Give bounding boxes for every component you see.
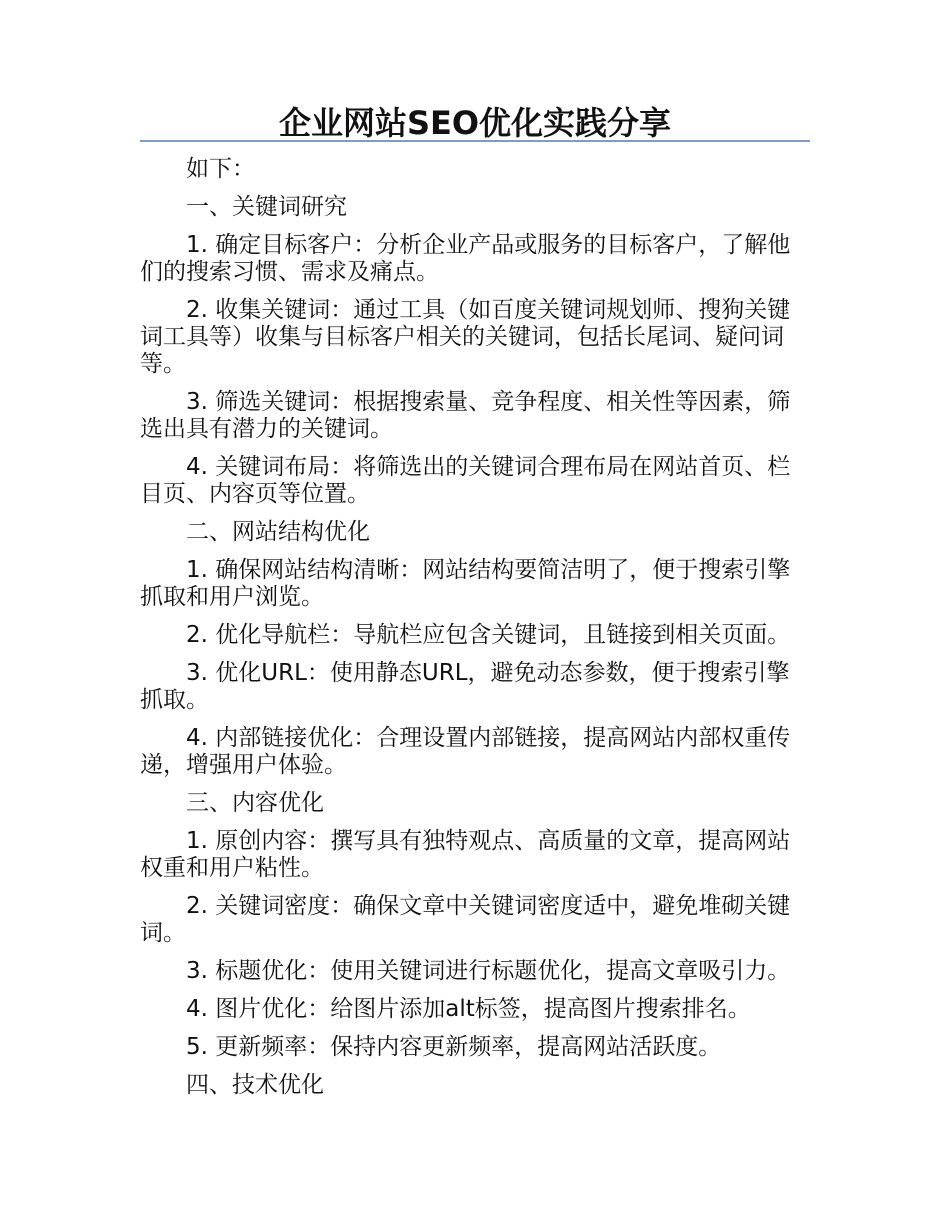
- paragraph-keyword-4: 4. 关键词布局：将筛选出的关键词合理布局在网站首页、栏目页、内容页等位置。: [140, 454, 791, 507]
- section-heading-keyword-research: 一、关键词研究: [186, 194, 347, 220]
- section-heading-content: 三、内容优化: [186, 790, 324, 816]
- document-body: [140, 156, 810, 1110]
- paragraph-structure-1: 1. 确保网站结构清晰：网站结构要简洁明了，便于搜索引擎抓取和用户浏览。: [140, 557, 791, 610]
- paragraph-intro: 如下：: [186, 156, 255, 182]
- paragraph-content-4: 4. 图片优化：给图片添加alt标签，提高图片搜索排名。: [186, 996, 751, 1022]
- paragraph-content-2: 2. 关键词密度：确保文章中关键词密度适中，避免堆砌关键词。: [140, 893, 791, 946]
- paragraph-structure-3: 3. 优化URL：使用静态URL，避免动态参数，便于搜索引擎抓取。: [140, 660, 790, 713]
- paragraph-structure-4: 4. 内部链接优化：合理设置内部链接，提高网站内部权重传递，增强用户体验。: [140, 725, 791, 778]
- paragraph-content-5: 5. 更新频率：保持内容更新频率，提高网站活跃度。: [186, 1034, 722, 1060]
- paragraph-keyword-1: 1. 确定目标客户：分析企业产品或服务的目标客户，了解他们的搜索习惯、需求及痛点。: [140, 232, 791, 285]
- paragraph-keyword-2: 2. 收集关键词：通过工具（如百度关键词规划师、搜狗关键词工具等）收集与目标客户相关的关键词，包括长尾词、疑问词等。: [140, 297, 791, 377]
- title-underline: [140, 140, 810, 142]
- paragraph-structure-2: 2. 优化导航栏：导航栏应包含关键词，且链接到相关页面。: [186, 622, 791, 648]
- paragraph-content-1: 1. 原创内容：撰写具有独特观点、高质量的文章，提高网站权重和用户粘性。: [140, 828, 791, 881]
- paragraph-content-3: 3. 标题优化：使用关键词进行标题优化，提高文章吸引力。: [186, 958, 791, 984]
- paragraph-keyword-3: 3. 筛选关键词：根据搜索量、竞争程度、相关性等因素，筛选出具有潜力的关键词。: [140, 389, 791, 442]
- document-title: 企业网站SEO优化实践分享: [278, 104, 672, 142]
- section-heading-structure: 二、网站结构优化: [186, 519, 370, 545]
- section-heading-technical: 四、技术优化: [186, 1072, 324, 1098]
